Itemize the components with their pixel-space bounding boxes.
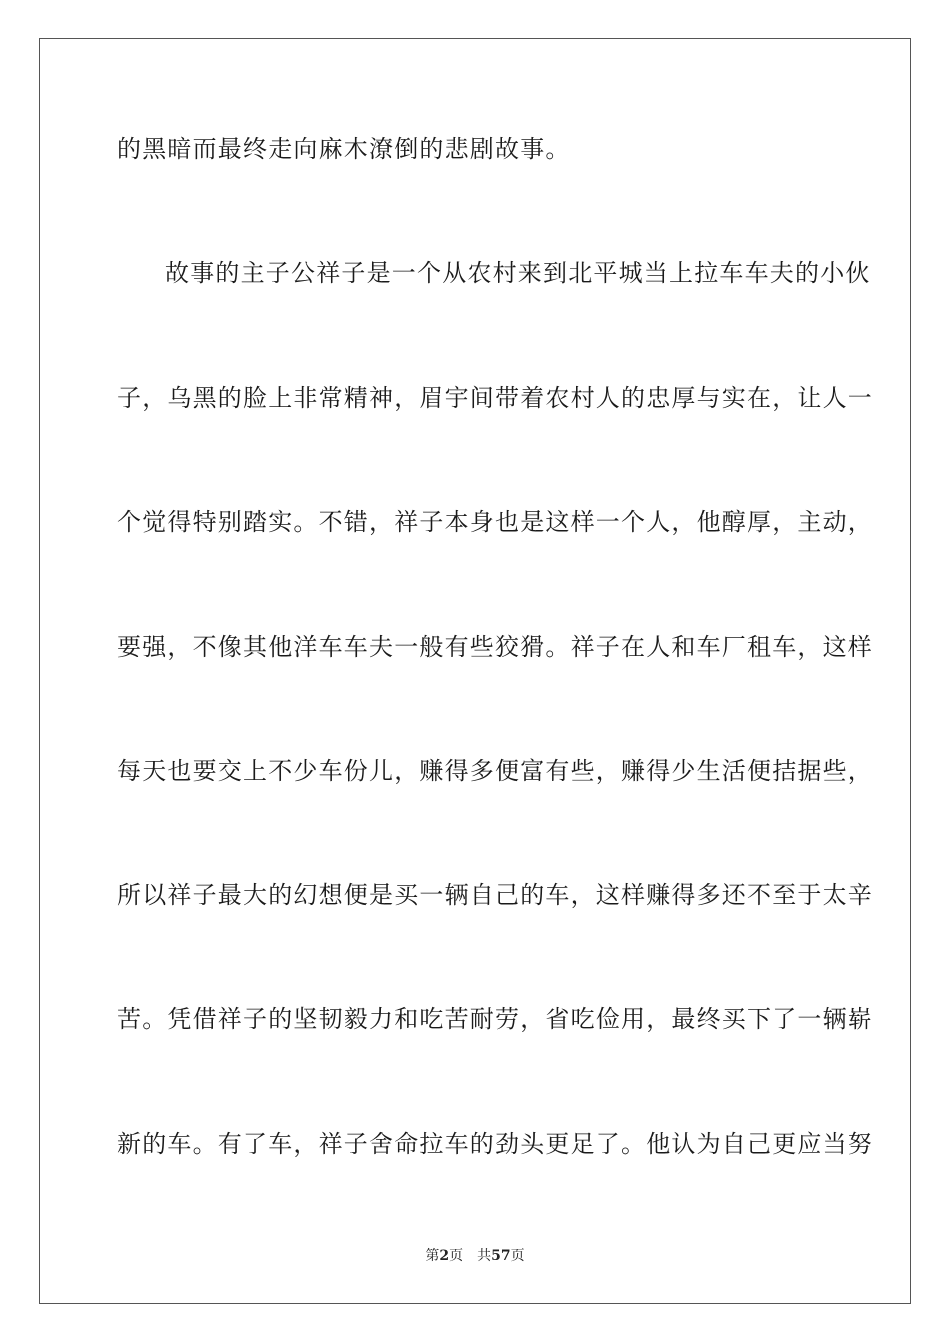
total-suffix: 页 [510, 1248, 525, 1264]
total-prefix: 共 [477, 1248, 492, 1264]
page-prefix: 第 [425, 1248, 440, 1264]
text-line-4: 个觉得特别踏实。不错，祥子本身也是这样一个人，他醇厚，主动， [117, 508, 873, 536]
text-line-1: 的黑暗而最终走向麻木潦倒的悲剧故事。 [117, 135, 571, 163]
page-footer [0, 1245, 950, 1265]
text-line-6: 每天也要交上不少车份儿，赚得多便富有些，赚得少生活便拮据些， [117, 757, 873, 785]
text-line-3: 子，乌黑的脸上非常精神，眉宇间带着农村人的忠厚与实在，让人一 [117, 384, 873, 412]
text-line-9: 新的车。有了车，祥子舍命拉车的劲头更足了。他认为自己更应当努 [117, 1130, 873, 1158]
text-line-2: 故事的主子公祥子是一个从农村来到北平城当上拉车车夫的小伙 [165, 259, 871, 287]
page-suffix: 页 [449, 1248, 464, 1264]
total-pages: 57 [491, 1248, 511, 1264]
text-line-8: 苦。凭借祥子的坚韧毅力和吃苦耐劳，省吃俭用，最终买下了一辆崭 [117, 1005, 873, 1033]
text-line-7: 所以祥子最大的幻想便是买一辆自己的车，这样赚得多还不至于太辛 [117, 881, 873, 909]
page-frame [39, 38, 911, 1304]
text-line-5: 要强，不像其他洋车车夫一般有些狡猾。祥子在人和车厂租车，这样 [117, 633, 873, 661]
page-number: 2 [439, 1248, 450, 1264]
